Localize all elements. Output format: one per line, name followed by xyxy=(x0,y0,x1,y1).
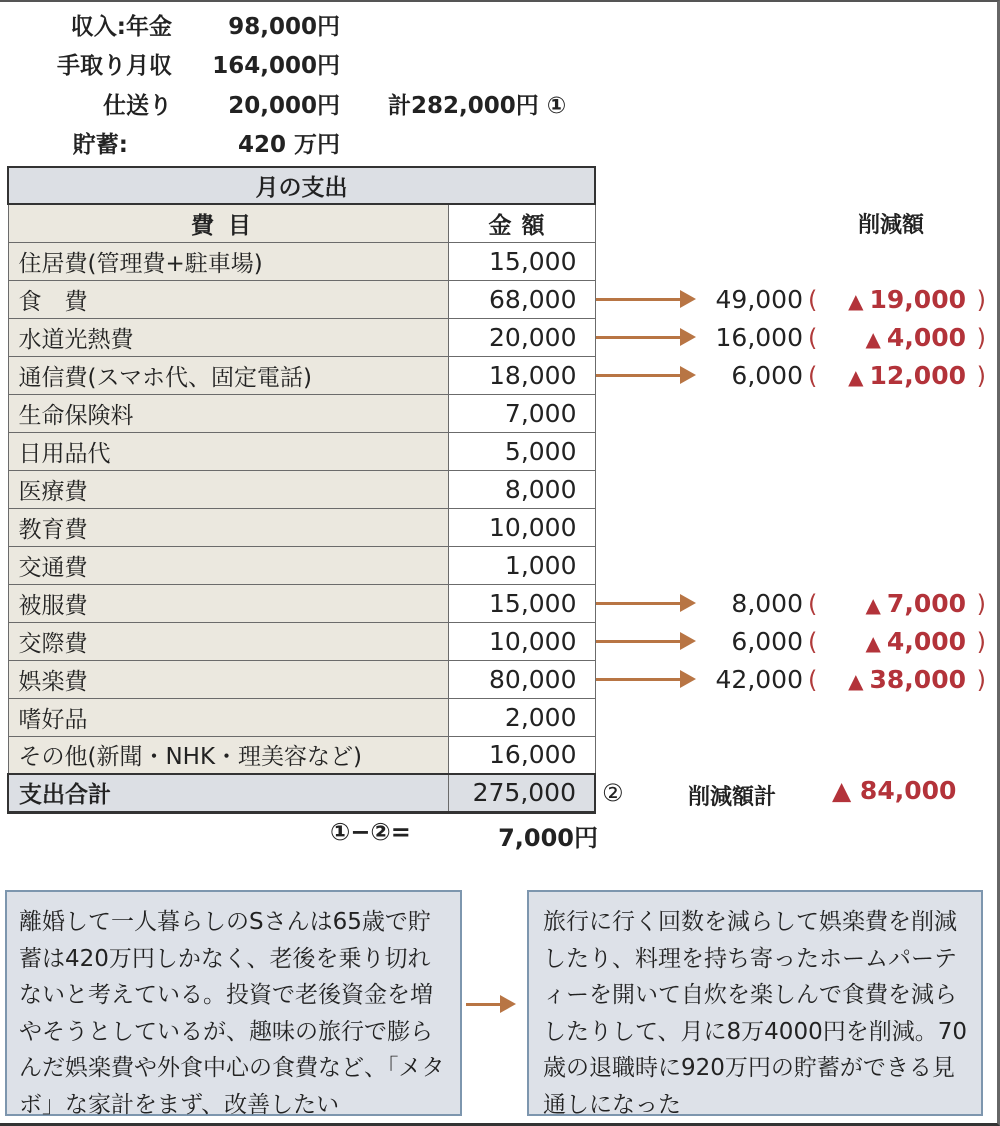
table-row xyxy=(8,546,595,584)
monthly-expense-table xyxy=(7,166,596,814)
cut-amount: ▲ 4,000 xyxy=(865,323,966,352)
total-marker: ② xyxy=(602,779,624,807)
new-amount: 49,000 xyxy=(715,285,803,314)
cut-amount: ▲ 38,000 xyxy=(848,665,966,694)
expense-item: 生命保険料 xyxy=(8,394,448,432)
expense-amount: 15,000 xyxy=(448,584,595,622)
expense-amount: 16,000 xyxy=(448,736,595,774)
paren-close: ) xyxy=(976,628,986,656)
income-label: 手取り月収 xyxy=(57,53,172,79)
expense-amount: 2,000 xyxy=(448,698,595,736)
paren-close: ) xyxy=(976,666,986,694)
triangle-icon: ▲ xyxy=(848,669,864,693)
cut-amount: ▲ 12,000 xyxy=(848,361,966,390)
cut-amount: ▲ 7,000 xyxy=(865,589,966,618)
reduction-row-communication xyxy=(596,357,1000,395)
paren-open: ( xyxy=(808,324,818,352)
expense-item: 嗜好品 xyxy=(8,698,448,736)
table-row xyxy=(8,622,595,660)
new-amount: 16,000 xyxy=(715,323,803,352)
paren-close: ) xyxy=(976,286,986,314)
expense-item: 被服費 xyxy=(8,584,448,622)
expense-amount: 10,000 xyxy=(448,508,595,546)
expense-item: 教育費 xyxy=(8,508,448,546)
reduction-total-value: ▲ 84,000 xyxy=(832,776,957,805)
table-row xyxy=(8,508,595,546)
reduction-header: 削減額 xyxy=(858,213,925,238)
new-amount: 8,000 xyxy=(731,589,803,618)
arrow-right-icon xyxy=(596,602,682,605)
triangle-icon: ▲ xyxy=(865,631,881,655)
new-amount: 6,000 xyxy=(731,627,803,656)
paren-open: ( xyxy=(808,362,818,390)
triangle-icon: ▲ xyxy=(865,593,881,617)
total-amount: 275,000 xyxy=(448,774,595,812)
table-row xyxy=(8,470,595,508)
savings-label: 貯蓄: xyxy=(72,132,128,158)
expense-item: 交通費 xyxy=(8,546,448,584)
new-amount: 42,000 xyxy=(715,665,803,694)
paren-close: ) xyxy=(976,590,986,618)
total-label: 支出合計 xyxy=(8,774,448,812)
triangle-icon: ▲ xyxy=(848,289,864,313)
table-row xyxy=(8,432,595,470)
triangle-icon: ▲ xyxy=(848,365,864,389)
income-total: 計282,000円 ① xyxy=(388,93,567,119)
savings-value: 420 万円 xyxy=(237,132,340,158)
cut-amount: ▲ 19,000 xyxy=(848,285,966,314)
reduction-total-label: 削減額計 xyxy=(688,785,777,810)
expense-amount: 68,000 xyxy=(448,280,595,318)
expense-amount: 80,000 xyxy=(448,660,595,698)
column-header-amount: 金額 xyxy=(448,204,595,242)
note-before: 離婚して一人暮らしのSさんは65歳で貯蓄は420万円しかなく、老後を乗り切れないと考えている。投資で老後資金を増やそうとしているが、趣味の旅行で膨らんだ娯楽費や外食中心の食費など、「メタボ」な家計をまず、改善したい xyxy=(5,890,462,1116)
new-amount: 6,000 xyxy=(731,361,803,390)
column-header-item: 費目 xyxy=(8,204,448,242)
paren-close: ) xyxy=(976,324,986,352)
reduction-row-food xyxy=(596,281,1000,319)
income-value: 98,000円 xyxy=(228,14,340,40)
expense-amount: 7,000 xyxy=(448,394,595,432)
table-row xyxy=(8,318,595,356)
table-title: 月の支出 xyxy=(8,167,595,204)
triangle-icon: ▲ xyxy=(865,327,881,351)
balance-difference xyxy=(330,818,598,852)
paren-close: ) xyxy=(976,362,986,390)
reduction-row-utilities xyxy=(596,319,1000,357)
arrow-right-icon xyxy=(596,336,682,339)
table-row xyxy=(8,698,595,736)
expense-item: 娯楽費 xyxy=(8,660,448,698)
expense-amount: 8,000 xyxy=(448,470,595,508)
cut-amount: ▲ 4,000 xyxy=(865,627,966,656)
income-value: 20,000円 xyxy=(228,93,340,119)
total-row xyxy=(8,774,595,812)
table-row xyxy=(8,280,595,318)
expense-item: 交際費 xyxy=(8,622,448,660)
table-row xyxy=(8,356,595,394)
expense-item: 通信費(スマホ代、固定電話) xyxy=(8,356,448,394)
table-row xyxy=(8,736,595,774)
paren-open: ( xyxy=(808,286,818,314)
expense-item: その他(新聞・NHK・理美容など) xyxy=(8,736,448,774)
paren-open: ( xyxy=(808,666,818,694)
difference-formula: ①−②= xyxy=(330,818,411,846)
arrow-right-icon xyxy=(596,640,682,643)
expense-item: 食 費 xyxy=(8,280,448,318)
income-value: 164,000円 xyxy=(212,53,340,79)
income-label: 収入:年金 xyxy=(70,14,172,40)
table-row xyxy=(8,242,595,280)
expense-amount: 15,000 xyxy=(448,242,595,280)
note-after: 旅行に行く回数を減らして娯楽費を削減したり、料理を持ち寄ったホームパーティーを開いて自炊を楽しんで食費を減らしたりして、月に8万4000円を削減。70歳の退職時に920万円の貯蓄ができる見通しになった xyxy=(527,890,983,1116)
expense-amount: 20,000 xyxy=(448,318,595,356)
expense-item: 住居費(管理費+駐車場) xyxy=(8,242,448,280)
expense-amount: 18,000 xyxy=(448,356,595,394)
expense-amount: 5,000 xyxy=(448,432,595,470)
expense-item: 水道光熱費 xyxy=(8,318,448,356)
arrow-right-icon xyxy=(596,678,682,681)
arrow-right-icon xyxy=(596,374,682,377)
paren-open: ( xyxy=(808,628,818,656)
expense-item: 日用品代 xyxy=(8,432,448,470)
reduction-row-entertainment xyxy=(596,661,1000,699)
table-row xyxy=(8,584,595,622)
expense-amount: 10,000 xyxy=(448,622,595,660)
difference-value: 7,000円 xyxy=(498,824,598,852)
reduction-row-social xyxy=(596,623,1000,661)
arrow-right-icon xyxy=(596,298,682,301)
arrow-right-icon xyxy=(466,1003,502,1006)
table-row xyxy=(8,394,595,432)
reduction-row-clothing xyxy=(596,585,1000,623)
expense-item: 医療費 xyxy=(8,470,448,508)
expense-amount: 1,000 xyxy=(448,546,595,584)
paren-open: ( xyxy=(808,590,818,618)
table-row xyxy=(8,660,595,698)
income-label: 仕送り xyxy=(103,93,172,119)
